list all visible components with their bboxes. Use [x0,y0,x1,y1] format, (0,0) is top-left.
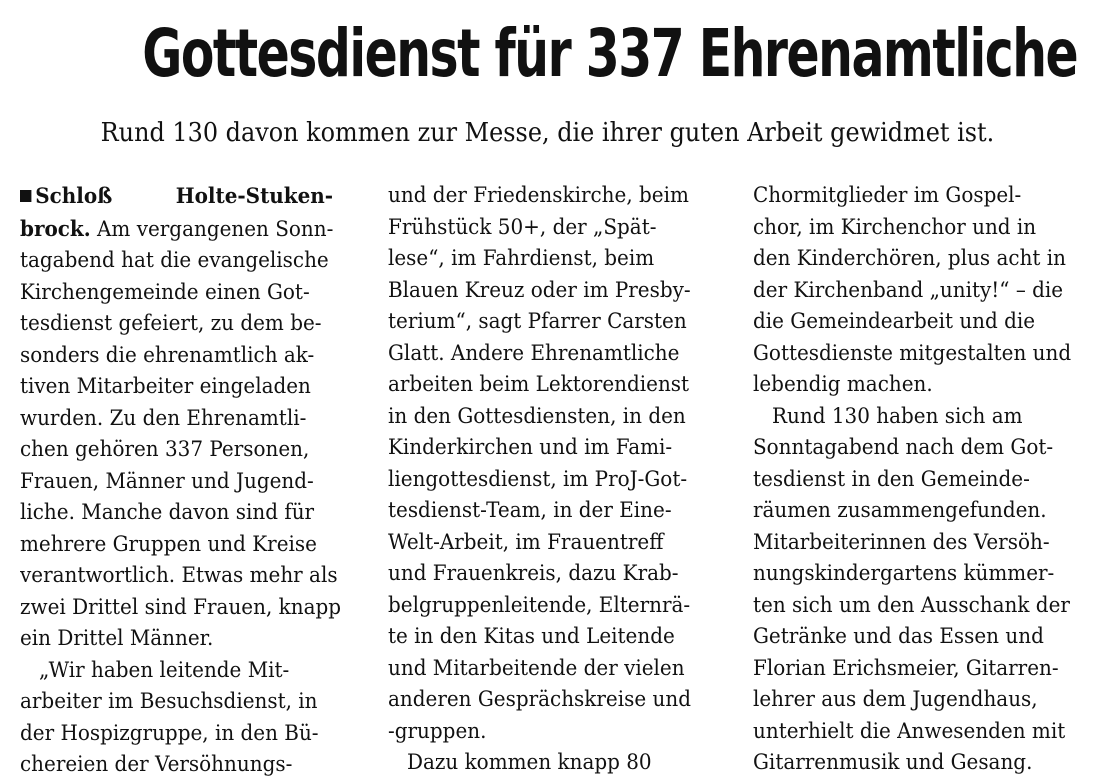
article-line: Welt-Arbeit, im Frauentreff [388,529,664,554]
article-column-3 [753,180,1095,779]
article-line: lebendig machen. [753,372,933,396]
article-line: belgruppenleitende, Elternrä- [388,592,691,617]
dateline-place-continued: Holte-Stuken- [175,183,334,208]
article-line: wurden. Zu den Ehrenamtli- [20,405,307,430]
article-line: Rund 130 haben sich am [772,403,1023,428]
article-line: arbeiter im Besuchsdienst, in [20,689,318,713]
article-line: tesdienst gefeiert, zu dem be- [20,311,322,335]
article-line: tiven Mitarbeiter eingeladen [20,374,311,398]
dateline-end: brock. [20,215,91,241]
article-line: Gottesdienste mitgestalten und [753,340,1072,365]
article-line: Gitarrenmusik und Gesang. [753,750,1033,774]
article-line: Kinderkirchen und im Fami- [388,435,673,459]
dateline-place: Schloß [35,183,113,208]
article-line: chor, im Kirchenchor und in [753,214,1037,239]
article-body [20,180,1080,776]
article-line: verantwortlich. Etwas mehr als [20,563,338,587]
article-line [20,180,372,213]
article-line: te in den Kitas und Leitende [388,624,675,648]
article-line: lese“, im Fahrdienst, beim [388,246,655,270]
article-line: ten sich um den Ausschank der [753,592,1070,617]
article-line: zwei Drittel sind Frauen, knapp [20,594,342,619]
article-line: Florian Erichsmeier, Gitarren- [753,655,1059,680]
article-line: chen gehören 337 Personen, [20,437,310,461]
article-line: Mitarbeiterinnen des Versöh- [753,529,1050,554]
article-line: der Hospizgruppe, in den Bü- [20,720,319,745]
article-line: chereien der Versöhnungs- [20,752,293,776]
article-line: Glatt. Andere Ehrenamtliche [388,340,680,365]
article-column-2 [388,180,740,779]
article-line: terium“, sagt Pfarrer Carsten [388,309,687,333]
article-line: Frühstück 50+, der „Spät- [388,214,657,239]
subheadline: Rund 130 davon kommen zur Messe, die ihrer guten Arbeit gewidmet ist. [100,118,995,148]
article-line: Blauen Kreuz oder im Presby- [388,277,691,302]
article-line: lehrer aus dem Jugendhaus, [753,687,1038,711]
article-line: arbeiten beim Lektorendienst [388,372,690,396]
article-line: mehrere Gruppen und Kreise [20,531,317,556]
article-line: tesdienst in den Gemeinde- [753,466,1030,491]
article-line: und der Friedenskirche, beim [388,183,689,207]
article-line: in den Gottesdiensten, in den [388,403,686,428]
article-line-text: Am vergangenen Sonn- [90,216,334,241]
article-line: „Wir haben leitende Mit- [39,657,290,682]
dateline-square-icon [20,190,31,202]
article-line: und Mitarbeitende der vielen [388,655,685,680]
article-line: räumen zusammengefunden. [753,498,1047,522]
article-line: liengottesdienst, im ProJ-Got- [388,466,688,491]
article-line: tesdienst-Team, in der Eine- [388,498,672,522]
article-line: sonders die ehrenamtlich ak- [20,342,315,367]
article-line: der Kirchenband „unity!“ – die [753,277,1064,302]
article-line: ein Drittel Männer. [20,626,214,650]
article-line: Chormitglieder im Gospel- [753,183,1022,207]
article-line: die Gemeindearbeit und die [753,309,1036,333]
article-line: nungskindergartens kümmer- [753,561,1055,585]
article-line: liche. Manche davon sind für [20,500,315,524]
article-line: Getränke und das Essen und [753,624,1044,648]
article-line: den Kinderchören, plus acht in [753,246,1067,270]
article-line [20,213,372,246]
article-line: Frauen, Männer und Jugend- [20,468,314,493]
article-line: anderen Gesprächskreise und [388,687,691,711]
article-line: -gruppen. [388,718,487,743]
article-line: Dazu kommen knapp 80 [407,750,652,774]
headline: Gottesdienst für 337 Ehrenamtliche [142,15,1078,92]
article-line: und Frauenkreis, dazu Krab- [388,561,679,585]
article-line: Sonntagabend nach dem Got- [753,435,1054,459]
article-line: unterhielt die Anwesenden mit [753,718,1066,743]
article-line: tagabend hat die evangelische [20,248,329,272]
article-line: Kirchengemeinde einen Got- [20,279,310,304]
article-column-1 [20,180,372,781]
